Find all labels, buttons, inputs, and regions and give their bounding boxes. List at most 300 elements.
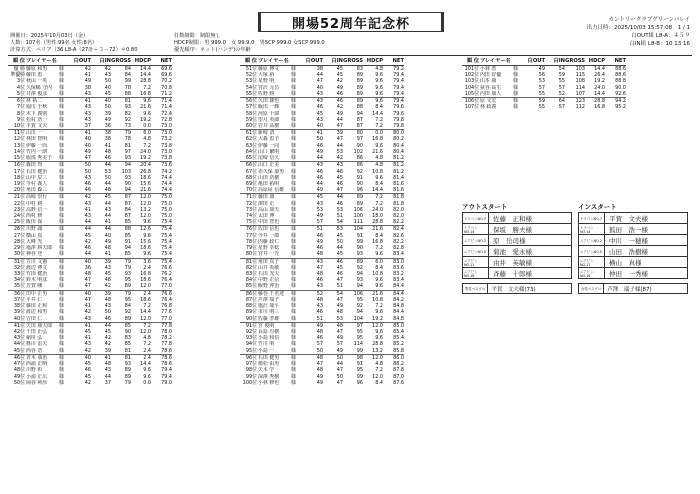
rank: 6位 xyxy=(16,98,25,105)
event-info xyxy=(10,33,138,54)
honorific: 様 xyxy=(291,303,296,310)
in-score: 46 xyxy=(336,180,343,187)
player-name: 稲垣 弘 xyxy=(26,335,43,342)
in-score: 59 xyxy=(558,72,565,79)
net-score: 81.2 xyxy=(393,155,404,162)
honorific: 様 xyxy=(59,219,64,226)
hdcp: 19.2 xyxy=(594,78,605,85)
player-name: 平賀 文夫 xyxy=(26,122,48,129)
gross-score: 94 xyxy=(356,309,363,316)
out-score: 44 xyxy=(316,155,323,162)
net-score: 82.2 xyxy=(393,219,404,226)
net-score: 76.6 xyxy=(161,290,172,297)
rank: 79位 xyxy=(245,245,257,252)
hdcp: 7.2 xyxy=(143,142,151,149)
honorific: 様 xyxy=(291,130,296,137)
award-label: ドラコンNO.14 xyxy=(463,224,489,234)
out-score: 49 xyxy=(84,148,91,155)
gross-score: 102 xyxy=(353,148,363,155)
honorific: 様 xyxy=(59,379,64,386)
net-score: 81.2 xyxy=(393,162,404,169)
best-gross-female-label: 女性ベスグロ xyxy=(579,284,604,293)
honorific: 様 xyxy=(59,213,64,220)
table-row xyxy=(240,193,404,200)
out-score: 45 xyxy=(316,194,323,201)
net-score: 79.4 xyxy=(393,90,404,97)
out-start-title: アウトスタート xyxy=(462,203,508,211)
player-name: 吉田 仁 xyxy=(26,315,43,322)
honorific: 様 xyxy=(59,148,64,155)
out-score: 46 xyxy=(316,335,323,342)
rank: 85位 xyxy=(245,283,257,290)
honorific: 様 xyxy=(291,373,296,380)
in-score: 45 xyxy=(336,174,343,181)
honorific: 様 xyxy=(59,322,64,329)
out-score: 46 xyxy=(316,142,323,149)
player-name: 竹川 明 xyxy=(258,341,275,348)
in-score: 53 xyxy=(336,226,343,233)
net-score: 79.4 xyxy=(393,72,404,79)
gross-score: 112 xyxy=(575,104,585,111)
gross-score: 79 xyxy=(124,130,131,137)
rank: 38位 xyxy=(13,303,25,310)
out-score: 45 xyxy=(316,110,323,117)
gross-score: 96 xyxy=(356,187,363,194)
in-score: 49 xyxy=(336,84,343,91)
honorific: 様 xyxy=(291,309,296,316)
out-score: 47 xyxy=(84,277,91,284)
honorific: 様 xyxy=(59,315,64,322)
out-score: 40 xyxy=(84,136,91,143)
out-score: 46 xyxy=(316,174,323,181)
rank: 97位 xyxy=(245,361,257,368)
header-honorific xyxy=(59,58,71,65)
honorific: 様 xyxy=(59,341,64,348)
in-score: 48 xyxy=(104,361,111,368)
award-row xyxy=(578,267,688,279)
honorific: 様 xyxy=(291,226,296,233)
rank: 61位 xyxy=(245,130,257,137)
table-row xyxy=(8,193,172,200)
table-row xyxy=(8,155,172,161)
honorific: 様 xyxy=(59,347,64,354)
out-score: 43 xyxy=(84,110,91,117)
out-score: 47 xyxy=(316,264,323,271)
net-score: 82.6 xyxy=(393,232,404,239)
rank: 8位 xyxy=(16,110,25,117)
out-score: 43 xyxy=(84,213,91,220)
player-name: 小島 一 xyxy=(258,347,275,354)
out-score: 51 xyxy=(316,226,323,233)
out-score: 40 xyxy=(316,122,323,129)
player-name: 森田 均 xyxy=(26,162,43,169)
rank: 12位 xyxy=(13,136,25,143)
award-label: ニアピンNO.5 xyxy=(463,246,489,256)
rank: 82位 xyxy=(245,264,257,271)
net-score: 74.4 xyxy=(161,174,172,181)
out-score: 42 xyxy=(84,238,91,245)
rank: 71位 xyxy=(245,194,257,201)
in-score: 40 xyxy=(104,232,111,239)
hdcp: 3.6 xyxy=(143,258,151,265)
rank: 29位 xyxy=(13,245,25,252)
header-rank: 順 位 xyxy=(244,58,257,64)
hdcp: 14.4 xyxy=(372,110,383,117)
gross-score: 84 xyxy=(124,72,131,79)
player-name: 笠川 文憲 xyxy=(26,258,48,265)
gross-score: 79 xyxy=(124,264,131,271)
player-name: 西谷 浩 xyxy=(26,347,43,354)
hdcp: 14.4 xyxy=(140,66,151,72)
honorific: 様 xyxy=(291,264,296,271)
player-name: 内田 好優 xyxy=(480,72,502,79)
results-column-3 xyxy=(462,58,626,111)
gross-score: 89 xyxy=(124,315,131,322)
table-row xyxy=(8,322,172,329)
net-score: 79.8 xyxy=(393,122,404,129)
out-score: 43 xyxy=(316,162,323,169)
out-score: 46 xyxy=(316,309,323,316)
hdcp: 9.6 xyxy=(143,98,151,105)
best-gross-female-value: 芦澤 瑞子様(87) xyxy=(607,286,652,293)
honorific: 様 xyxy=(59,72,64,79)
out-score: 44 xyxy=(84,251,91,258)
player-name: 大峰 光 xyxy=(26,238,43,245)
net-score: 81.8 xyxy=(393,200,404,207)
in-score: 43 xyxy=(336,162,343,169)
out-score: 40 xyxy=(84,354,91,361)
hdcp: 12.0 xyxy=(140,213,151,220)
hdcp: 19.2 xyxy=(140,155,151,162)
in-score: 44 xyxy=(336,142,343,149)
hdcp: 12.0 xyxy=(372,322,383,329)
net-score: 79.4 xyxy=(393,84,404,91)
gross-score: 94 xyxy=(124,245,131,252)
header-rank: 順 位 xyxy=(466,58,479,64)
gross-score: 94 xyxy=(356,110,363,117)
in-score: 50 xyxy=(336,373,343,380)
honorific: 様 xyxy=(291,187,296,194)
net-score: 88.6 xyxy=(615,66,626,72)
in-score: 42 xyxy=(336,155,343,162)
honorific: 様 xyxy=(291,66,296,72)
gross-score: 89 xyxy=(356,194,363,201)
hdcp: 21.6 xyxy=(372,226,383,233)
player-name: 今村 義人 xyxy=(26,180,48,187)
out-score: 45 xyxy=(84,232,91,239)
honorific: 様 xyxy=(291,238,296,245)
rank: 46位 xyxy=(13,354,25,361)
honorific: 様 xyxy=(513,72,518,79)
rank: 47位 xyxy=(13,361,25,368)
player-name: 市川 明三 xyxy=(258,309,280,316)
header-gross-score: GROSS xyxy=(111,58,131,64)
net-score: 85.4 xyxy=(393,335,404,342)
rank: 88位 xyxy=(245,303,257,310)
gross-score: 81 xyxy=(124,354,131,361)
hdcp: 4.8 xyxy=(143,136,151,143)
net-score: 82.4 xyxy=(393,226,404,233)
net-score: 84.8 xyxy=(393,303,404,310)
award-label: ニアピンNO.2 xyxy=(579,235,605,245)
in-score: 47 xyxy=(336,187,343,194)
honorific: 様 xyxy=(291,110,296,117)
rank: 43位 xyxy=(13,335,25,342)
net-score: 74.4 xyxy=(161,180,172,187)
player-name: 林田 智明 xyxy=(26,136,48,143)
net-score: 88.8 xyxy=(615,78,626,85)
player-name: 山川 一 xyxy=(26,130,43,137)
player-name: 伊藤 一尚 xyxy=(26,142,48,149)
out-score: 43 xyxy=(316,283,323,290)
honorific: 様 xyxy=(513,84,518,91)
out-score: 44 xyxy=(84,219,91,226)
hdcp: 7.2 xyxy=(143,84,151,91)
rank: 55位 xyxy=(245,90,257,97)
out-score: 46 xyxy=(84,245,91,252)
rank: 25位 xyxy=(13,219,25,226)
player-name: 角田 真子 xyxy=(258,258,280,265)
net-score: 88.6 xyxy=(615,72,626,79)
honorific: 様 xyxy=(59,296,64,303)
output-info xyxy=(587,16,691,48)
player-name: 藤原 博文 xyxy=(258,66,280,72)
rank: 31位 xyxy=(13,258,25,265)
player-name: 植松 由男 xyxy=(258,361,280,368)
best-gross-male-value: 平賀 文夫様(73) xyxy=(491,286,536,293)
rank: 優 勝 xyxy=(13,66,25,72)
player-name: 高原屋 信雄 xyxy=(258,187,285,194)
gross-score: 84 xyxy=(124,66,131,72)
net-score: 71.4 xyxy=(161,104,172,111)
rank: 93位 xyxy=(245,335,257,342)
net-score: 69.6 xyxy=(161,66,172,72)
hdcp: 14.4 xyxy=(140,72,151,79)
rank: 20位 xyxy=(13,187,25,194)
event-date: 開催日：2025年10月03日（金） xyxy=(10,33,89,39)
player-name: 石田 健男 xyxy=(258,354,280,361)
hdcp: 21.6 xyxy=(372,148,383,155)
out-score: 46 xyxy=(84,180,91,187)
gross-score: 87 xyxy=(356,116,363,123)
hdcp: 2.4 xyxy=(143,354,151,361)
in-score: 45 xyxy=(104,328,111,335)
net-score: 73.0 xyxy=(161,130,172,137)
in-score: 45 xyxy=(336,264,343,271)
net-score: 77.8 xyxy=(161,341,172,348)
player-name: 平井 仁 xyxy=(26,296,43,303)
rank: 4位 xyxy=(16,84,25,91)
table-row xyxy=(8,251,172,257)
rank: 91位 xyxy=(245,322,257,329)
net-score: 87.6 xyxy=(393,379,404,386)
net-score: 71.2 xyxy=(161,90,172,97)
hdcp: 19.2 xyxy=(372,315,383,322)
net-score: 78.6 xyxy=(161,354,172,361)
player-name: 芦澤 瑞子 xyxy=(258,296,280,303)
gross-score: 80 xyxy=(356,130,363,137)
net-score: 79.6 xyxy=(393,104,404,111)
table-row xyxy=(240,322,404,329)
gross-score: 94 xyxy=(356,283,363,290)
rank: 45位 xyxy=(13,347,25,354)
rank: 15位 xyxy=(13,155,25,162)
honorific: 様 xyxy=(291,78,296,85)
out-score: 50 xyxy=(316,136,323,143)
gross-score: 85 xyxy=(124,219,131,226)
gross-score: 95 xyxy=(356,335,363,342)
player-name: 小島 和信 xyxy=(258,335,280,342)
results-column-1 xyxy=(8,58,172,386)
out-score: 48 xyxy=(316,328,323,335)
rank: 94位 xyxy=(245,341,257,348)
net-score: 69.6 xyxy=(161,72,172,79)
honorific: 様 xyxy=(291,142,296,149)
hdcp: 13.2 xyxy=(372,347,383,354)
net-score: 73.0 xyxy=(161,122,172,129)
hdcp: 4.8 xyxy=(143,335,151,342)
in-score: 46 xyxy=(336,98,343,105)
honorific: 様 xyxy=(59,245,64,252)
gross-score: 89 xyxy=(356,90,363,97)
in-score: 48 xyxy=(104,245,111,252)
table-row xyxy=(8,219,172,225)
net-score: 78.6 xyxy=(161,361,172,368)
honorific: 様 xyxy=(59,251,64,258)
out-score: 59 xyxy=(538,98,545,105)
table-row xyxy=(8,129,172,136)
rank: 76位 xyxy=(245,226,257,233)
gross-score: 90 xyxy=(356,142,363,149)
out-score: 40 xyxy=(84,142,91,149)
gross-score: 94 xyxy=(124,162,131,169)
hdcp: 26.4 xyxy=(594,72,605,79)
in-score: 48 xyxy=(104,187,111,194)
out-score: 41 xyxy=(84,322,91,329)
player-name: 岩井 高樹 xyxy=(258,122,280,129)
header-rank: 順 位 xyxy=(12,58,25,64)
gross-score: 91 xyxy=(124,238,131,245)
table-row xyxy=(8,187,172,193)
out-score: 48 xyxy=(316,354,323,361)
hdcp: 6.0 xyxy=(375,258,383,265)
rank: 66位 xyxy=(245,162,257,169)
player-name: 山井 英敏 xyxy=(258,264,280,271)
in-score: 37 xyxy=(104,379,111,386)
net-score: 76.6 xyxy=(161,264,172,271)
gross-score: 90 xyxy=(356,180,363,187)
gross-score: 114 xyxy=(575,84,585,91)
honorific: 様 xyxy=(59,367,64,374)
hdcp: 9.6 xyxy=(375,283,383,290)
in-score: 43 xyxy=(104,264,111,271)
hdcp: 16.8 xyxy=(594,104,605,111)
gross-score: 107 xyxy=(575,90,585,97)
hdcp: 4.8 xyxy=(375,162,383,169)
in-score: 53 xyxy=(336,206,343,213)
net-score: 82.8 xyxy=(393,245,404,252)
in-score: 44 xyxy=(104,180,111,187)
rank: 22位 xyxy=(13,200,25,207)
rank: 17位 xyxy=(13,168,25,175)
rank: 54位 xyxy=(245,84,257,91)
net-score: 79.8 xyxy=(393,116,404,123)
net-score: 82.0 xyxy=(393,213,404,220)
out-score: 43 xyxy=(316,200,323,207)
rank: 89位 xyxy=(245,309,257,316)
hdcp: 19.2 xyxy=(140,116,151,123)
net-score: 83.6 xyxy=(393,264,404,271)
priority-order: 優先順序：ネット(ハンデ)の年齢 xyxy=(174,47,251,53)
net-score: 75.4 xyxy=(161,245,172,252)
honorific: 様 xyxy=(291,251,296,258)
out-score: 45 xyxy=(84,361,91,368)
honorific: 様 xyxy=(291,200,296,207)
player-name: 塩沢 康平 xyxy=(258,303,280,310)
net-score: 75.4 xyxy=(161,219,172,226)
out-score: 44 xyxy=(84,226,91,233)
rank: 33位 xyxy=(13,271,25,277)
best-gross-male xyxy=(462,283,572,294)
hdcp: 7.2 xyxy=(375,194,383,201)
in-score: 50 xyxy=(104,78,111,85)
in-score: 44 xyxy=(104,162,111,169)
in-score: 42 xyxy=(104,283,111,290)
in-score: 47 xyxy=(336,328,343,335)
out-score: 43 xyxy=(84,200,91,207)
out-score: 46 xyxy=(84,367,91,374)
player-name: 松村 浩一 xyxy=(26,116,48,123)
out-score: 50 xyxy=(84,162,91,169)
out-score: 51 xyxy=(316,315,323,322)
player-name: 深澤 秀樹 xyxy=(258,373,280,380)
header-out-score: 白OUT xyxy=(73,58,91,64)
header-player-name: プレイヤー名 xyxy=(26,58,57,64)
rank: 23位 xyxy=(13,206,25,213)
gross-score: 79 xyxy=(124,258,131,265)
player-name: 赤久保 康男 xyxy=(258,168,285,175)
gross-score: 86 xyxy=(356,162,363,169)
net-score: 75.4 xyxy=(161,238,172,245)
hdcp: 9.6 xyxy=(375,277,383,284)
gross-score: 89 xyxy=(124,373,131,380)
out-score: 45 xyxy=(84,373,91,380)
honorific: 様 xyxy=(291,98,296,105)
player-name: 千田 正弘 xyxy=(26,328,48,335)
net-score: 83.4 xyxy=(393,251,404,258)
gross-score: 87 xyxy=(356,122,363,129)
honorific: 様 xyxy=(59,78,64,85)
honorific: 様 xyxy=(59,155,64,162)
player-name: 塩澤 勝夫郎 xyxy=(26,245,53,252)
results-column-2 xyxy=(240,58,404,386)
gross-score: 95 xyxy=(124,277,131,284)
honorific: 様 xyxy=(59,116,64,123)
player-name: 西浦 正晴 xyxy=(26,361,48,368)
player-name: 星野 明 xyxy=(258,78,275,85)
gross-score: 99 xyxy=(356,373,363,380)
player-name: 林 政義 xyxy=(480,104,497,111)
award-winner: 横山 真様 xyxy=(609,258,642,267)
rank: 21位 xyxy=(13,194,25,201)
hdcp: 7.2 xyxy=(375,303,383,310)
rank: 3位 xyxy=(16,78,25,85)
hdcp: 10.8 xyxy=(372,271,383,277)
gross-score: 123 xyxy=(575,98,585,105)
in-score: 46 xyxy=(336,258,343,265)
gross-score: 97 xyxy=(124,148,131,155)
honorific: 様 xyxy=(59,130,64,137)
